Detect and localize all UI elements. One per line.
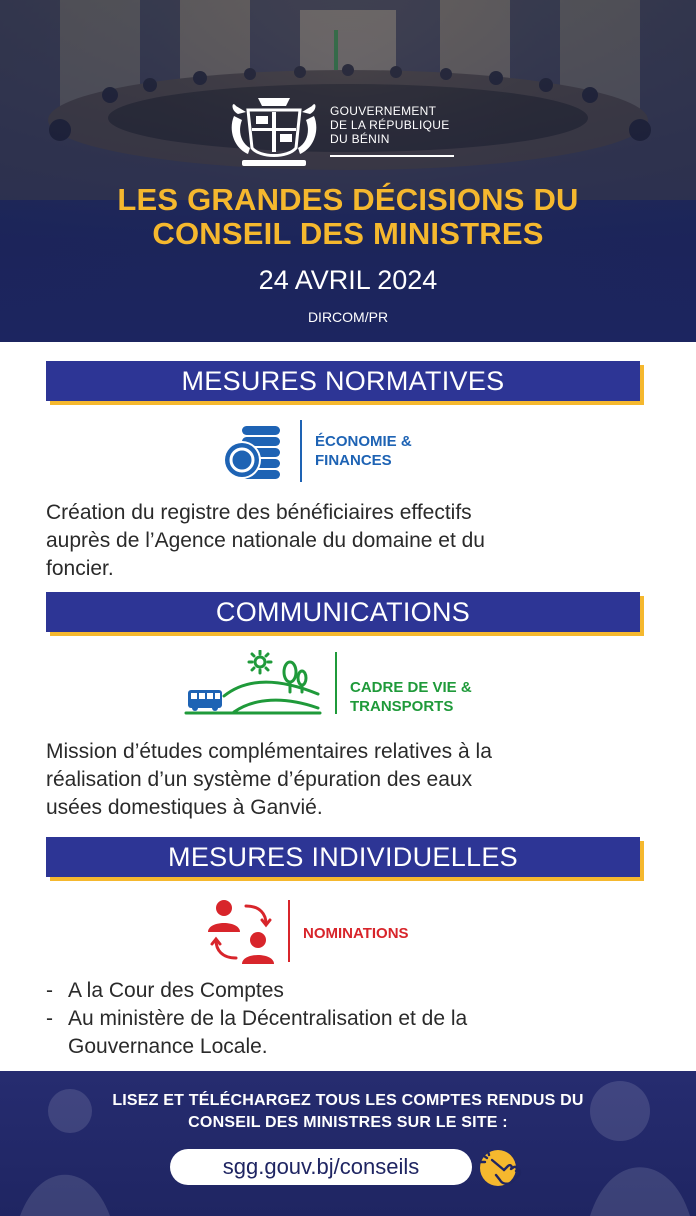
decision-2-line-3: usées domestiques à Ganvié.: [46, 796, 323, 819]
footer-cta: [0, 1090, 696, 1134]
decision-text-1: [46, 499, 656, 583]
decision-2-line-1: Mission d’études complémentaires relatives à la: [46, 740, 492, 763]
section-banner-individuelles: MESURES INDIVIDUELLES: [46, 837, 640, 877]
section-banner-normatives: MESURES NORMATIVES: [46, 361, 640, 401]
government-name: [330, 104, 450, 146]
decision-1-line-1: Création du registre des bénéficiaires effectifs: [46, 501, 472, 524]
list-item-text-continued: Gouvernance Locale.: [68, 1035, 268, 1058]
list-item: - Au ministère de la Décentralisation et de la Gouvernance Locale.: [46, 1005, 656, 1061]
category-divider: [335, 652, 337, 714]
category-cadre-de-vie-transports: [350, 678, 472, 716]
category-line-2: TRANSPORTS: [350, 698, 454, 715]
decision-text-2: [46, 738, 656, 822]
pointing-hand-icon: [478, 1148, 528, 1188]
category-divider: [288, 900, 290, 962]
page-title: [0, 183, 696, 251]
footer-banner: [0, 1071, 696, 1216]
council-date: 24 AVRIL 2024: [258, 265, 438, 295]
category-nominations: NOMINATIONS: [303, 925, 409, 942]
coins-stack-icon: [222, 422, 282, 482]
title-line-1: LES GRANDES DÉCISIONS DU: [117, 182, 579, 217]
decision-1-line-3: foncier.: [46, 557, 114, 580]
section-banner-communications: COMMUNICATIONS: [46, 592, 640, 632]
gov-underline: [330, 155, 454, 157]
category-line-2: FINANCES: [315, 452, 392, 469]
decision-2-line-2: réalisation d’un système d’épuration des eaux: [46, 768, 473, 791]
people-exchange-icon: [206, 898, 276, 966]
decision-1-line-2: auprès de l’Agence nationale du domaine et du: [46, 529, 485, 552]
footer-line-2: CONSEIL DES MINISTRES SUR LE SITE :: [188, 1114, 508, 1131]
website-link[interactable]: sgg.gouv.bj/conseils: [222, 1154, 420, 1179]
coat-of-arms-icon: [228, 96, 320, 170]
category-line-1: ÉCONOMIE &: [315, 433, 412, 450]
footer-line-1: LISEZ ET TÉLÉCHARGEZ TOUS LES COMPTES RENDUS DU: [112, 1092, 584, 1109]
gov-line-1: GOUVERNEMENT: [330, 104, 437, 118]
landscape-bus-icon: [184, 650, 322, 716]
source-credit: DIRCOM/PR: [307, 309, 389, 325]
list-item-text: Au ministère de la Décentralisation et de la: [68, 1007, 468, 1030]
category-divider: [300, 420, 302, 482]
gov-line-3: DU BÉNIN: [330, 132, 390, 146]
category-economie-finances: [315, 432, 412, 470]
list-item: - A la Cour des Comptes: [46, 979, 284, 1002]
list-item-text: A la Cour des Comptes: [68, 979, 284, 1002]
nominations-list: [46, 977, 656, 1061]
gov-line-2: DE LA RÉPUBLIQUE: [330, 118, 450, 132]
header-banner: [0, 0, 696, 342]
category-line-1: CADRE DE VIE &: [350, 679, 472, 696]
title-line-2: CONSEIL DES MINISTRES: [152, 216, 544, 251]
council-room-photo: [0, 0, 696, 200]
